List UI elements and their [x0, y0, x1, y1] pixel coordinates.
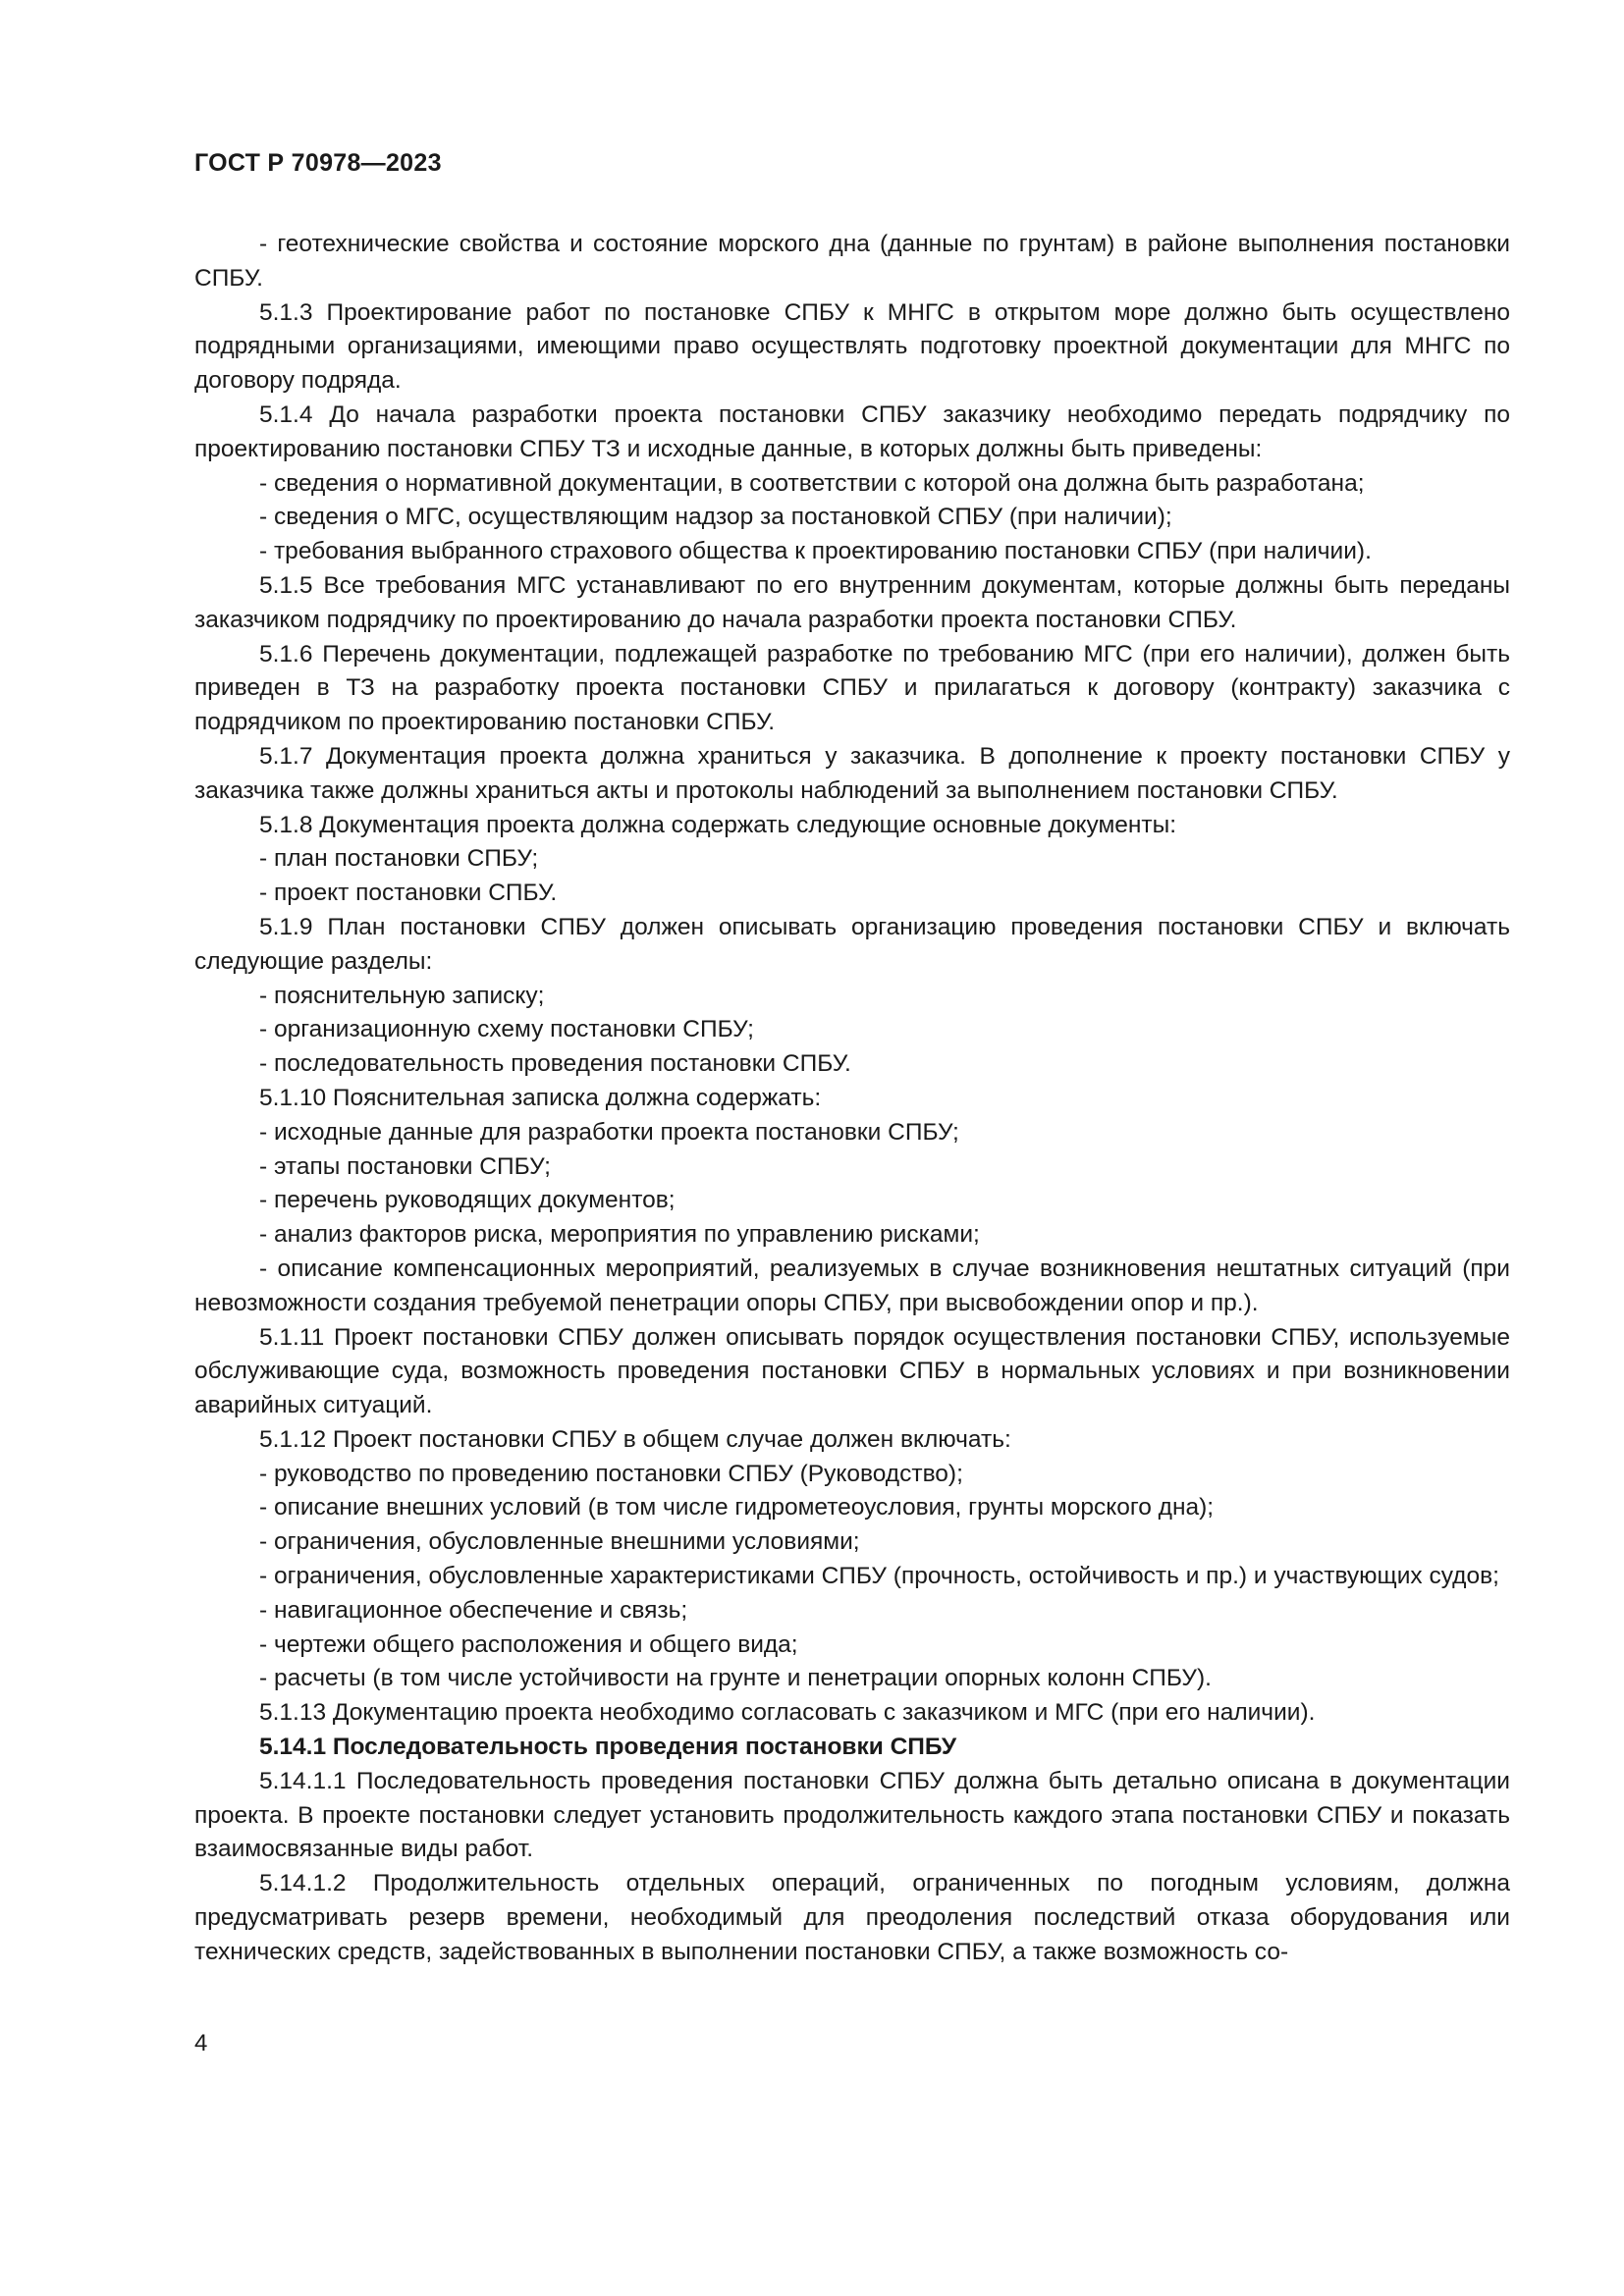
paragraph: 5.1.7 Документация проекта должна храниться у заказчика. В дополнение к проекту постановки СПБУ у заказчика также должны храниться акты и протоколы наблюдений за выполнением постановки СПБУ. [194, 742, 1510, 804]
paragraph: - расчеты (в том числе устойчивости на грунте и пенетрации опорных колонн СПБУ). [259, 1665, 1212, 1692]
paragraph: - описание внешних условий (в том числе гидрометеоусловия, грунты морского дна); [259, 1494, 1215, 1522]
paragraph: - ограничения, обусловленные характеристиками СПБУ (прочность, остойчивость и пр.) и участвующих судов; [259, 1563, 1499, 1590]
document-body [194, 228, 1510, 1970]
paragraph: - ограничения, обусловленные внешними условиями; [259, 1528, 860, 1556]
paragraph: - чертежи общего расположения и общего вида; [259, 1630, 798, 1658]
paragraph: - исходные данные для разработки проекта постановки СПБУ; [259, 1118, 959, 1146]
section-heading: 5.14.1 Последовательность проведения постановки СПБУ [259, 1734, 957, 1761]
paragraph: 5.1.6 Перечень документации, подлежащей разработке по требованию МГС (при его наличии), должен быть приведен в ТЗ на разработку проекта постановки СПБУ и прилагаться к договору (контракту) заказчика с подрядчиком по проектированию постановки СПБУ. [194, 640, 1510, 736]
paragraph: 5.1.5 Все требования МГС устанавливают по его внутренним документам, которые должны быть переданы заказчиком подрядчику по проектированию до начала разработки проекта постановки СПБУ. [194, 571, 1510, 633]
paragraph: - план постановки СПБУ; [259, 845, 539, 873]
paragraph: 5.1.13 Документацию проекта необходимо согласовать с заказчиком и МГС (при его наличии). [259, 1699, 1316, 1727]
paragraph: - руководство по проведению постановки СПБУ (Руководство); [259, 1460, 963, 1487]
paragraph: 5.1.4 До начала разработки проекта постановки СПБУ заказчику необходимо передать подрядчику по проектированию постановки СПБУ ТЗ и исходные данные, в которых должны быть приведены: [194, 400, 1510, 462]
paragraph: - сведения о нормативной документации, в соответствии с которой она должна быть разработана; [259, 469, 1365, 497]
paragraph: 5.1.11 Проект постановки СПБУ должен описывать порядок осуществления постановки СПБУ, используемые обслуживающие суда, возможность проведения постановки СПБУ в нормальных условиях и при возникновении аварийных ситуаций. [194, 1323, 1510, 1419]
paragraph: - требования выбранного страхового общества к проектированию постановки СПБУ (при наличии). [259, 538, 1372, 565]
paragraph: 5.1.9 План постановки СПБУ должен описывать организацию проведения постановки СПБУ и включать следующие разделы: [194, 913, 1510, 975]
paragraph: - навигационное обеспечение и связь; [259, 1596, 688, 1624]
paragraph: - последовательность проведения постановки СПБУ. [259, 1050, 851, 1078]
paragraph: 5.1.10 Пояснительная записка должна содержать: [259, 1084, 822, 1111]
paragraph: - анализ факторов риска, мероприятия по управлению рисками; [259, 1221, 980, 1249]
paragraph: 5.14.1.2 Продолжительность отдельных операций, ограниченных по погодным условиям, должна предусматривать резерв времени, необходимый для преодоления последствий отказа оборудования или технических средств, задействованных в выполнении постановки СПБУ, а также возможность со- [194, 1870, 1510, 1965]
paragraph: 5.1.8 Документация проекта должна содержать следующие основные документы: [259, 811, 1177, 838]
paragraph: 5.1.12 Проект постановки СПБУ в общем случае должен включать: [259, 1425, 1011, 1453]
paragraph: - этапы постановки СПБУ; [259, 1152, 551, 1180]
document-header: ГОСТ Р 70978—2023 [194, 149, 442, 177]
paragraph: 5.1.3 Проектирование работ по постановке СПБУ к МНГС в открытом море должно быть осуществлено подрядными организациями, имеющими право осуществлять подготовку проектной документации для МНГС по договору подряда. [194, 298, 1510, 395]
paragraph: - сведения о МГС, осуществляющим надзор за постановкой СПБУ (при наличии); [259, 504, 1172, 531]
paragraph: - организационную схему постановки СПБУ; [259, 1016, 754, 1043]
paragraph: 5.14.1.1 Последовательность проведения постановки СПБУ должна быть детально описана в документации проекта. В проекте постановки следует установить продолжительность каждого этапа постановки СПБУ и показать взаимосвязанные виды работ. [194, 1767, 1510, 1863]
paragraph: - проект постановки СПБУ. [259, 880, 558, 907]
paragraph: - описание компенсационных мероприятий, реализуемых в случае возникновения нештатных ситуаций (при невозможности создания требуемой пенетрации опоры СПБУ, при высвобождении опор и пр.). [194, 1255, 1510, 1316]
paragraph: - перечень руководящих документов; [259, 1187, 676, 1214]
page-number: 4 [194, 2030, 208, 2056]
paragraph: - геотехнические свойства и состояние морского дна (данные по грунтам) в районе выполнения постановки СПБУ. [194, 231, 1510, 292]
paragraph: - пояснительную записку; [259, 982, 545, 1009]
